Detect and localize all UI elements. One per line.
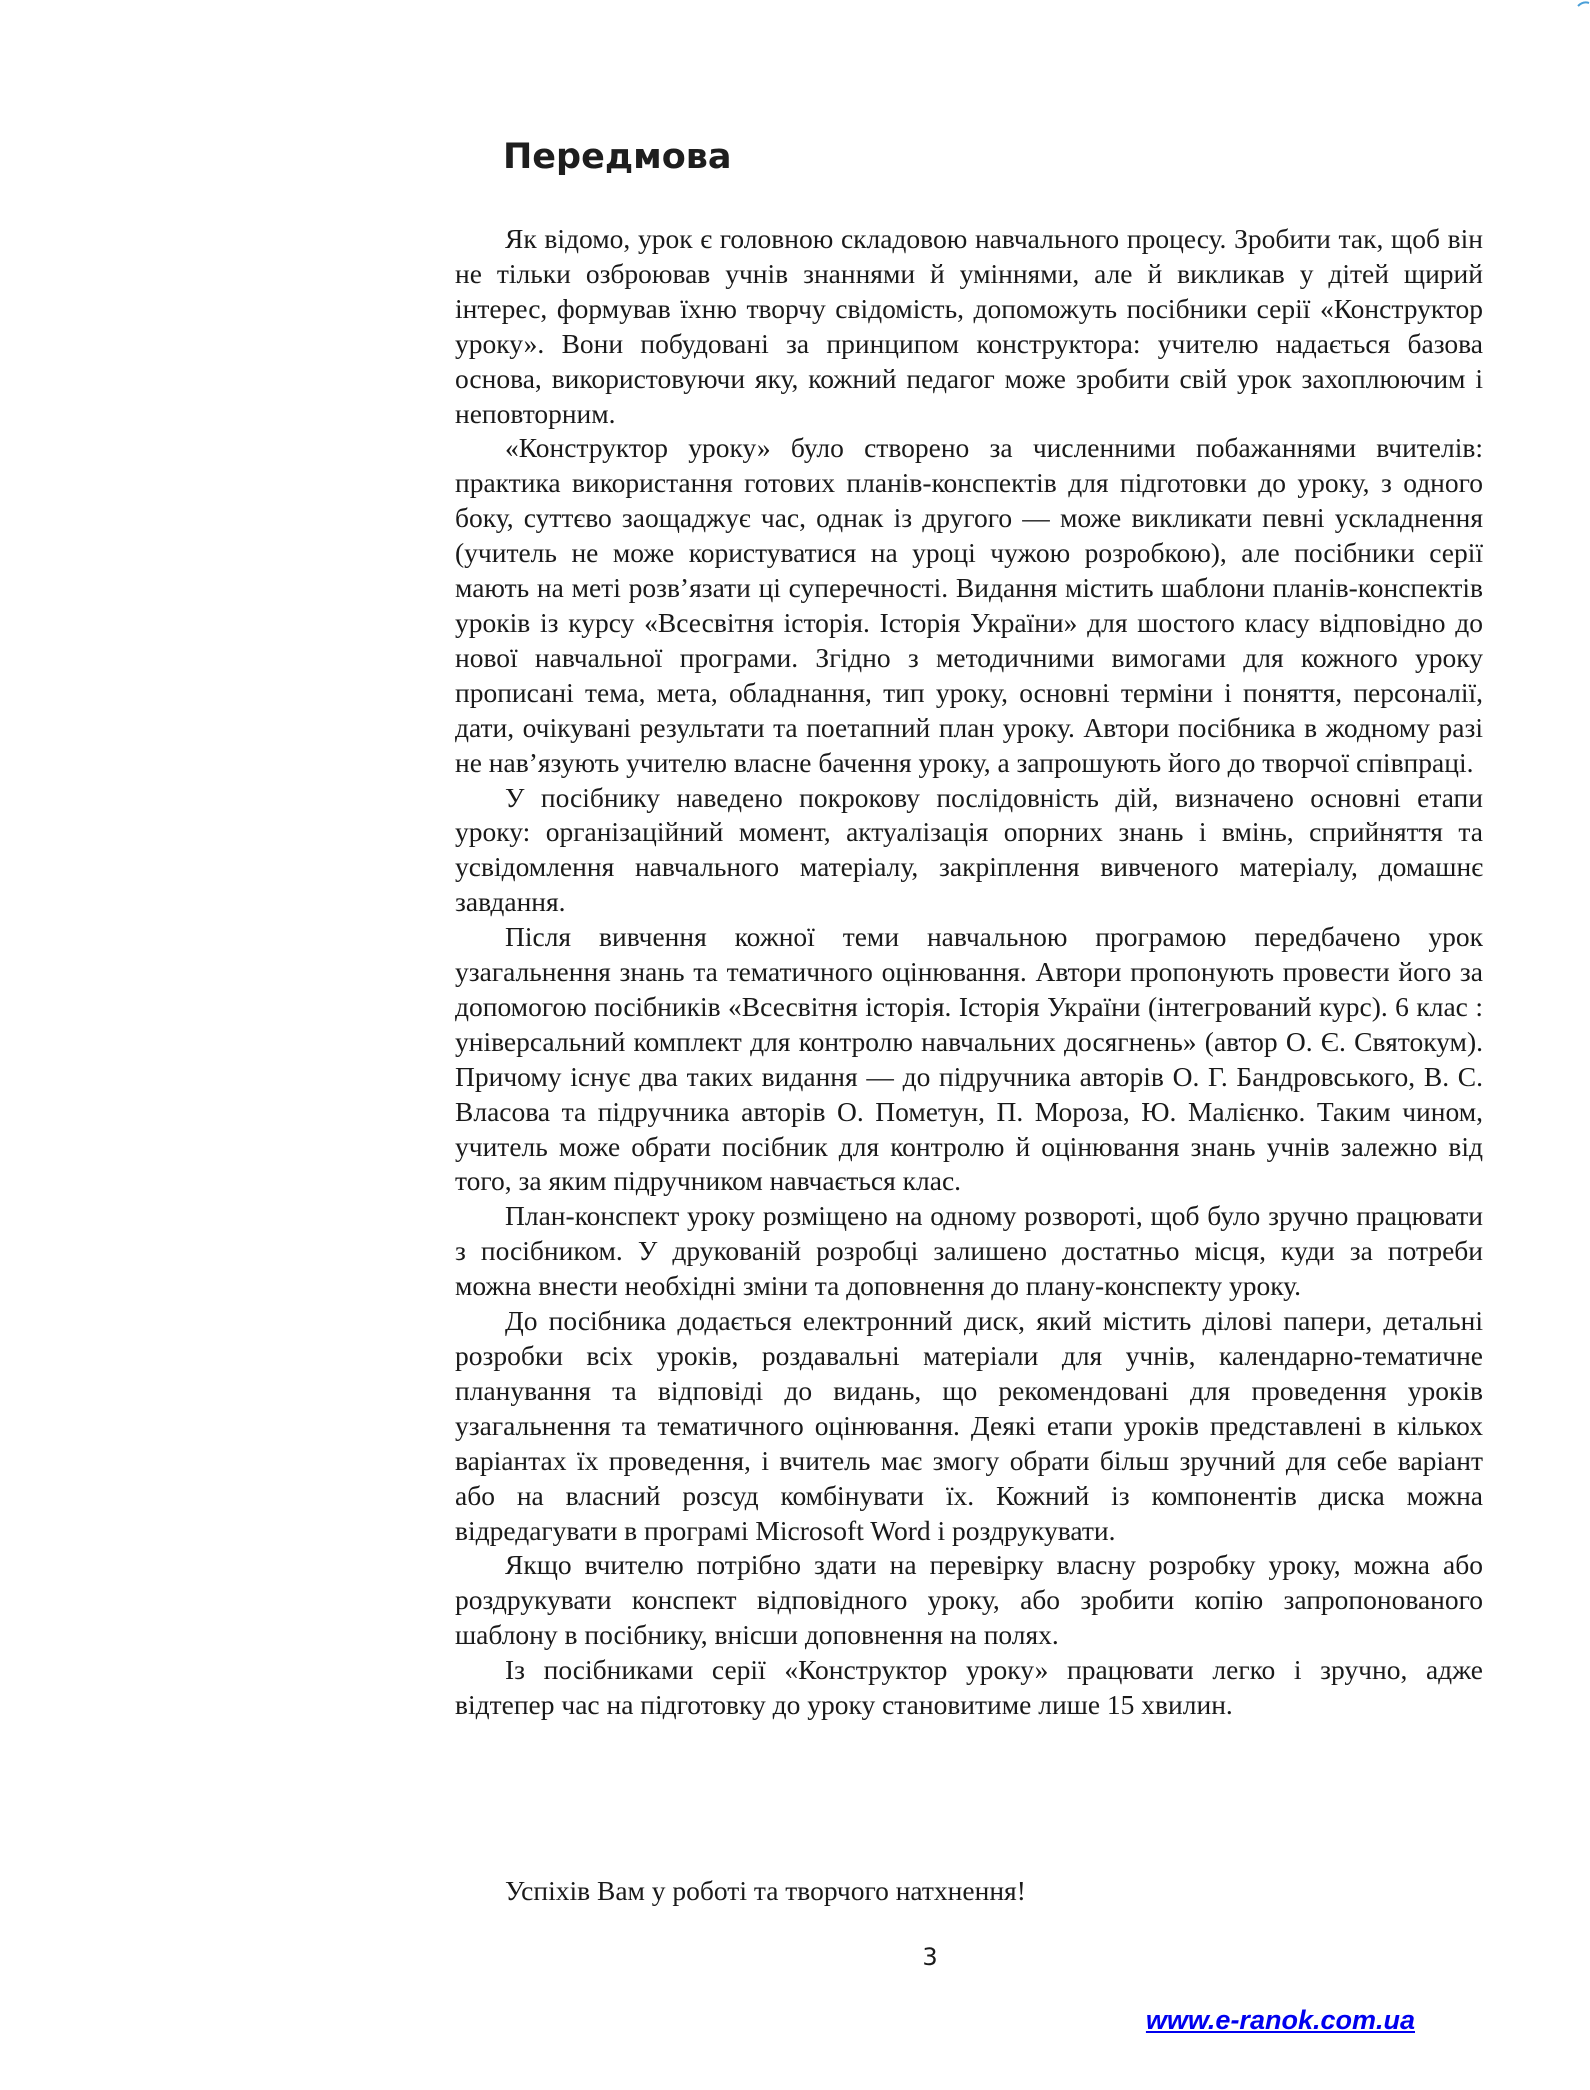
paragraph: Якщо вчителю потрібно здати на перевірку власну розробку уроку, можна або роздрукувати конспект відповідного уроку, або зробити копію запропонованого шаблону в посібнику, внісши доповнення на полях. xyxy=(455,1549,1483,1651)
paragraph: Як відомо, урок є головною складовою навчального процесу. Зробити так, щоб він не тільки озброював учнів знаннями й уміннями, але й викликав у дітей щирий інтерес, формував їхню творчу свідомість, допоможуть посібники серії «Конструктор уроку». Вони побудовані за принципом конструктора: учителю надається базова основа, використовуючи яку, кожний педагог може зробити свій урок захоплюючим і неповторним. xyxy=(455,223,1483,429)
paragraph: План-конспект уроку розміщено на одному розвороті, щоб було зручно працювати з посібником. У друкованій розробці залишено достатньо місця, куди за потреби можна внести необхідні зміни та доповнення до плану-конспекту уроку. xyxy=(455,1200,1483,1302)
website-link[interactable]: www.e-ranok.com.ua xyxy=(1145,2005,1415,2035)
paragraph: «Конструктор уроку» було створено за численними побажаннями вчителів: практика використання готових планів-конспектів для підготовки до уроку, з одного боку, суттєво заощаджує час, однак із другого — може викликати певні ускладнення (учитель не може користуватися на уроці чужою розробкою), але посібники серії мають на меті розв’язати ці суперечності. Видання містить шаблони планів-конспектів уроків із курсу «Всесвітня історія. Історія України» для шостого класу відповідно до нової навчальної програми. Згідно з методичними вимогами для кожного уроку прописані тема, мета, обладнання, тип уроку, основні терміни і поняття, персоналії, дати, очікувані результати та поетапний план уроку. Автори посібника в жодному разі не нав’язують учителю власне бачення уроку, а запрошують його до творчої співпраці. xyxy=(455,432,1483,778)
paragraph: Після вивчення кожної теми навчальною програмою передбачено урок узагальнення знань та тематичного оцінювання. Автори пропонують провести його за допомогою посібників «Всесвітня історія. Історія України (інтегрований курс). 6 клас : універсальний комплект для контролю навчальних досягнень» (автор О. Є. Святокум). Причому існує два таких видання — до підручника авторів О. Г. Бандровського, В. С. Власова та підручника авторів О. Пометун, П. Мороза, Ю. Малієнко. Таким чином, учитель може обрати посібник для контролю й оцінювання знань учнів залежно від того, за яким підручником навчається клас. xyxy=(455,921,1483,1197)
preface-body xyxy=(455,222,1483,1723)
paragraph: До посібника додається електронний диск, який містить ділові папери, детальні розробки всіх уроків, роздавальні матеріали для учнів, календарно-тематичне планування та відповіді до видань, що рекомендовані для проведення уроків узагальнення та тематичного оцінювання. Деякі етапи уроків представлені в кількох варіантах їх проведення, і вчитель має змогу обрати більш зручний для себе варіант або на власний розсуд комбінувати їх. Кожний із компонентів диска можна відредагувати в програмі Microsoft Word і роздрукувати. xyxy=(455,1305,1483,1546)
page-number: 3 xyxy=(922,1943,938,1971)
closing-line: Успіхів Вам у роботі та творчого натхнення! xyxy=(505,1875,1026,1906)
paragraph: У посібнику наведено покрокову послідовність дій, визначено основні етапи уроку: організаційний момент, актуалізація опорних знань і вмінь, сприйняття та усвідомлення навчального матеріалу, закріплення вивченого матеріалу, домашнє завдання. xyxy=(455,781,1483,918)
page-title: Передмова xyxy=(503,137,732,177)
corner-mark-icon xyxy=(1576,0,1590,10)
paragraph: Із посібниками серії «Конструктор уроку» працювати легко і зручно, адже відтепер час на підготовку до уроку становитиме лише 15 хвилин. xyxy=(455,1654,1483,1721)
